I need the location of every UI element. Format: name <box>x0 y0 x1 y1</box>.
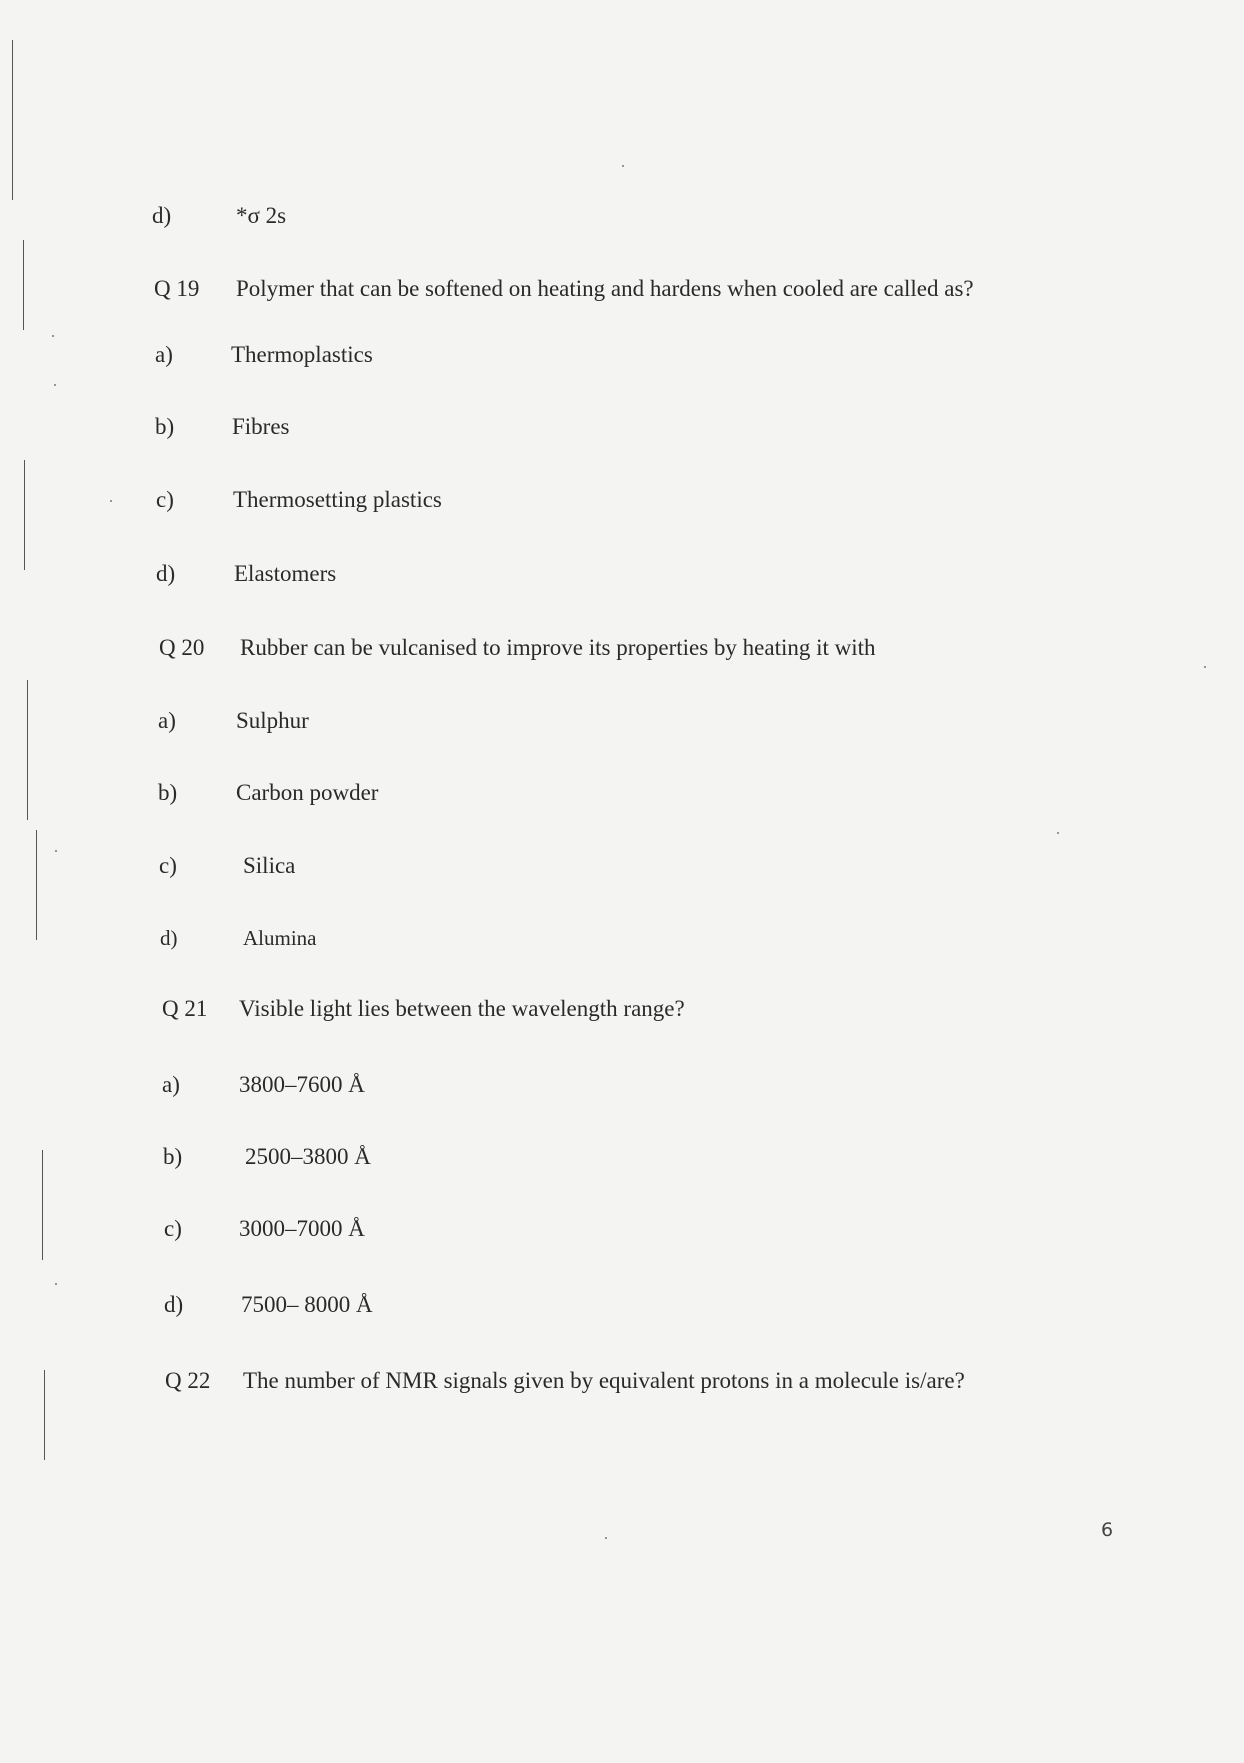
scan-edge-line <box>23 240 24 330</box>
scan-edge-line <box>44 1370 45 1460</box>
option-text: Elastomers <box>234 561 337 586</box>
option-label: c) <box>164 1216 182 1241</box>
question-text: Rubber can be vulcanised to improve its properties by heating it with <box>240 635 876 660</box>
scan-speck <box>605 1537 607 1539</box>
page-number: 6 <box>1101 1519 1114 1541</box>
option-text: Carbon powder <box>236 780 379 805</box>
scan-speck <box>1057 832 1059 834</box>
scan-edge-line <box>27 680 28 820</box>
option-label: b) <box>155 414 175 439</box>
question-text: Polymer that can be softened on heating and hardens when cooled are called as? <box>236 276 974 301</box>
question-number: Q 22 <box>165 1368 211 1393</box>
option-text: Thermoplastics <box>231 342 373 367</box>
option-text: 3000–7000 Å <box>239 1216 365 1241</box>
option-text: 3800–7600 Å <box>239 1072 365 1097</box>
option-label: a) <box>155 342 173 367</box>
question-text: The number of NMR signals given by equivalent protons in a molecule is/are? <box>243 1368 965 1393</box>
option-label: b) <box>163 1144 183 1169</box>
scan-edge-line <box>36 830 37 940</box>
scan-speck <box>52 335 54 337</box>
option-label: d) <box>152 203 172 228</box>
option-label: d) <box>164 1292 184 1317</box>
scan-edge-line <box>12 40 13 200</box>
option-text: *σ 2s <box>236 203 287 228</box>
option-label: c) <box>156 487 174 512</box>
option-text: 7500– 8000 Å <box>241 1292 373 1317</box>
option-label: a) <box>158 708 176 733</box>
option-label: a) <box>162 1072 180 1097</box>
option-text: Thermosetting plastics <box>233 487 442 512</box>
option-text: Fibres <box>232 414 290 439</box>
question-number: Q 19 <box>154 276 200 301</box>
scan-speck <box>110 500 112 502</box>
option-label: c) <box>159 853 177 878</box>
question-number: Q 21 <box>162 996 208 1021</box>
scan-speck <box>55 850 57 852</box>
option-label: d) <box>160 926 178 950</box>
scan-edge-line <box>24 460 25 570</box>
option-text: Alumina <box>243 926 317 950</box>
scan-speck <box>1204 666 1206 668</box>
option-label: d) <box>156 561 176 586</box>
question-number: Q 20 <box>159 635 205 660</box>
option-label: b) <box>158 780 178 805</box>
scan-edge-line <box>42 1150 43 1260</box>
option-text: Silica <box>243 853 296 878</box>
option-text: Sulphur <box>236 708 309 733</box>
scan-speck <box>54 384 56 386</box>
option-text: 2500–3800 Å <box>245 1144 371 1169</box>
question-text: Visible light lies between the wavelength range? <box>239 996 685 1021</box>
scan-speck <box>622 165 624 167</box>
scan-speck <box>55 1283 57 1285</box>
